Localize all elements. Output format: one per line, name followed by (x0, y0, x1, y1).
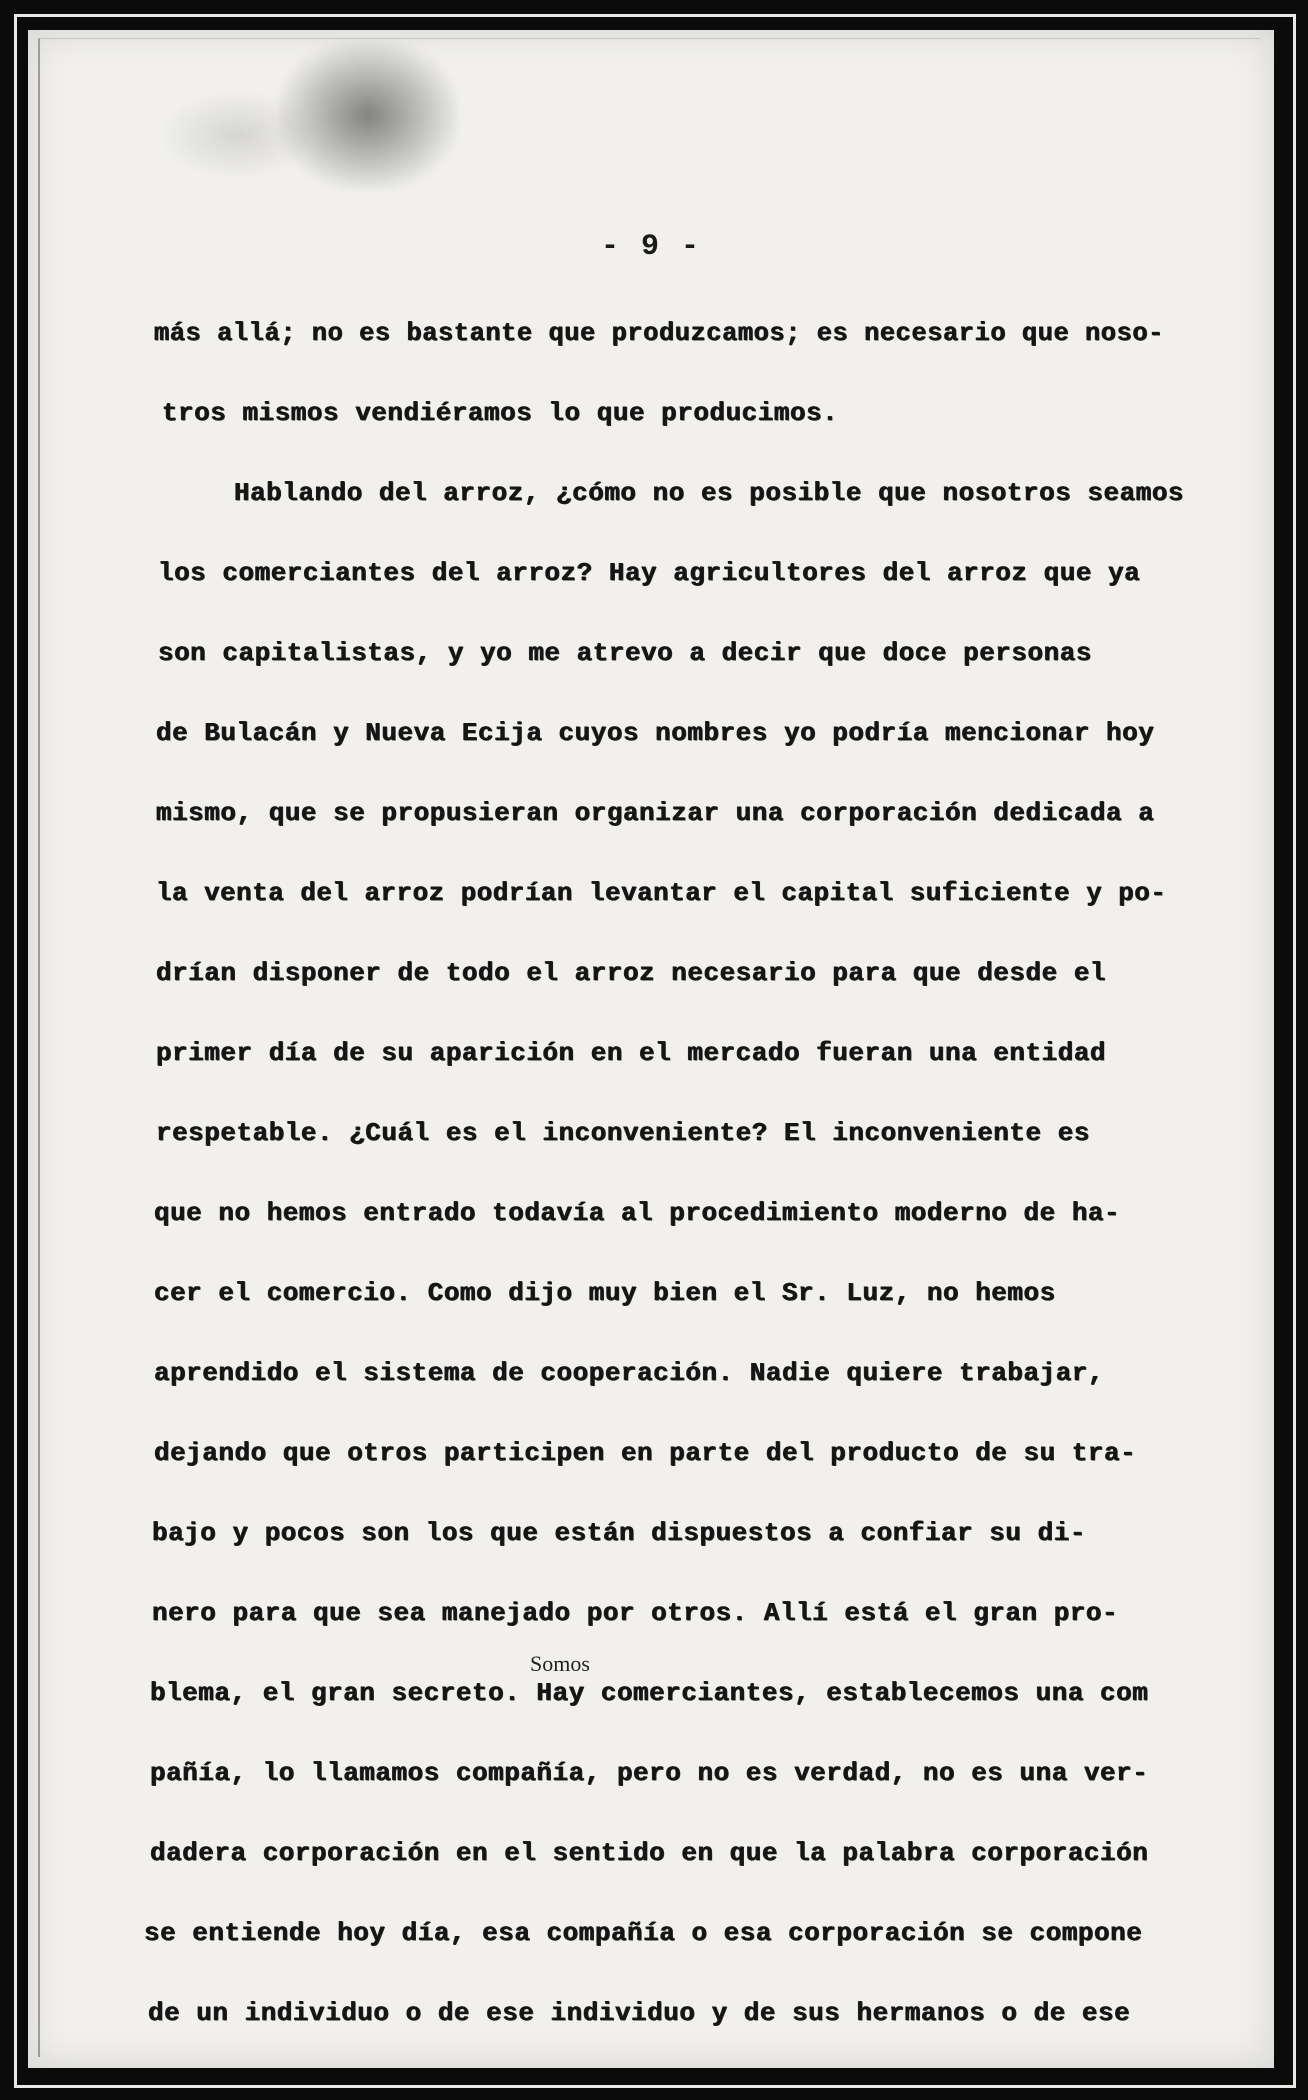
text-line: primer día de su aparición en el mercado fueran una entidad (156, 1038, 1107, 1068)
ink-smudge-faint (158, 90, 318, 180)
text-line: mismo, que se propusieran organizar una corporación dedicada a (156, 798, 1155, 828)
text-line: que no hemos entrado todavía al procedimiento moderno de ha- (154, 1198, 1121, 1228)
text-line: cer el comercio. Como dijo muy bien el Sr. Luz, no hemos (154, 1278, 1056, 1308)
text-line: son capitalistas, y yo me atrevo a decir que doce personas (158, 638, 1092, 668)
text-line: de Bulacán y Nueva Ecija cuyos nombres yo podría mencionar hoy (156, 718, 1155, 748)
text-line: más allá; no es bastante que produzcamos; es necesario que noso- (154, 318, 1164, 348)
handwritten-insertion: Somos (530, 1651, 590, 1676)
text-line: dejando que otros participen en parte del producto de su tra- (154, 1438, 1137, 1468)
text-line: respetable. ¿Cuál es el inconveniente? El inconveniente es (156, 1118, 1090, 1148)
text-line: dadera corporación en el sentido en que la palabra corporación (150, 1838, 1149, 1868)
text-line: blema, el gran secreto. Hay comerciantes, establecemos una com (150, 1678, 1149, 1708)
text-line: aprendido el sistema de cooperación. Nadie quiere trabajar, (154, 1358, 1105, 1388)
text-line: de un individuo o de ese individuo y de sus hermanos o de ese (148, 1998, 1131, 2028)
text-line: bajo y pocos son los que están dispuestos a confiar su di- (152, 1518, 1086, 1548)
text-line: pañía, lo llamamos compañía, pero no es verdad, no es una ver- (150, 1758, 1149, 1788)
document-page (28, 30, 1274, 2068)
text-line: Hablando del arroz, ¿cómo no es posible que nosotros seamos (234, 478, 1185, 508)
text-line: tros mismos vendiéramos lo que producimos. (162, 398, 839, 428)
text-line: se entiende hoy día, esa compañía o esa corporación se compone (144, 1918, 1143, 1948)
text-line: drían disponer de todo el arroz necesario para que desde el (156, 958, 1107, 988)
text-line: la venta del arroz podrían levantar el capital suficiente y po- (156, 878, 1167, 908)
text-line: los comerciantes del arroz? Hay agricultores del arroz que ya (158, 558, 1141, 588)
text-line: nero para que sea manejado por otros. Allí está el gran pro- (152, 1598, 1119, 1628)
page-number: - 9 - (600, 230, 701, 264)
